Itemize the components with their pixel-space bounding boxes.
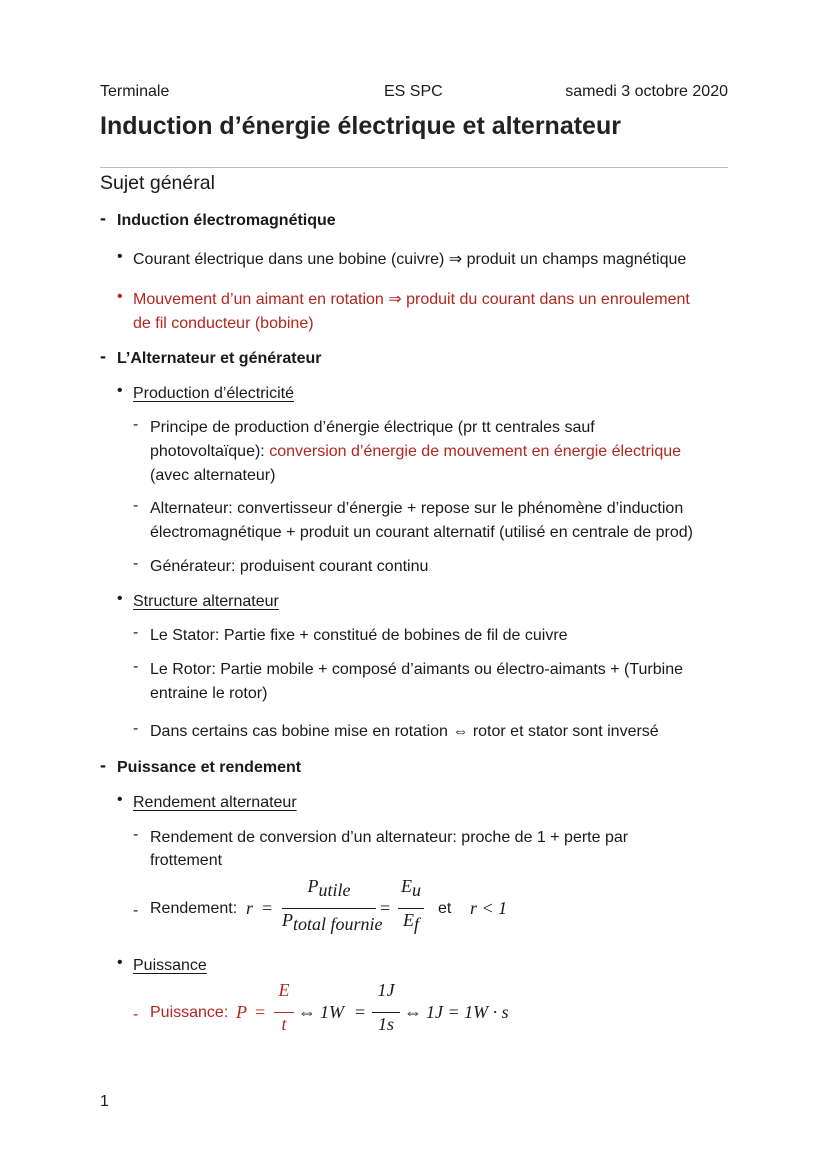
bullet-dot: • — [117, 248, 123, 265]
header-date: samedi 3 octobre 2020 — [565, 83, 728, 100]
section-dash-1: - — [100, 208, 106, 228]
bullet-dot: • — [117, 590, 123, 607]
item-courant: Courant électrique dans une bobine (cuivre) ⇒ produit un champs magnétique — [133, 251, 687, 268]
section-dash-2: - — [100, 346, 106, 366]
formula-equiv: ⇔ — [298, 1002, 316, 1022]
subheading-production: Production d’électricité — [133, 385, 294, 402]
item-dash: - — [133, 658, 139, 675]
formula-e-over-t — [274, 980, 294, 1044]
item-principe-line3: (avec alternateur) — [150, 467, 276, 484]
fraction-numerator: $P_{utile}$ — [307, 876, 351, 900]
subject-heading: Sujet général — [100, 172, 215, 194]
header-class: Terminale — [100, 83, 170, 100]
fraction-numerator: E — [278, 980, 290, 1000]
formula-equals: = — [262, 898, 273, 918]
formula-equals: = — [355, 1002, 366, 1022]
item-dash: - — [133, 497, 139, 514]
fraction-bar — [274, 1012, 294, 1013]
formula-energy-fraction — [398, 876, 424, 940]
fraction-denominator: $P_{total fournie}$ — [282, 910, 383, 934]
formula-condition: r < 1 — [470, 898, 508, 918]
item-dash: - — [133, 902, 139, 919]
formula-equiv: ⇔ — [404, 1002, 422, 1022]
section-title-puissance: Puissance et rendement — [117, 759, 302, 776]
title-divider — [100, 167, 728, 168]
subheading-puissance: Puissance — [133, 957, 207, 974]
formula-p: P — [236, 1002, 247, 1022]
item-principe-line1: Principe de production d’énergie électrique (pr tt centrales sauf — [150, 419, 595, 436]
section-title-induction: Induction électromagnétique — [117, 212, 336, 229]
formula-watt: 1W — [320, 1002, 344, 1022]
page-header — [100, 83, 728, 103]
item-principe-prefix: photovoltaïque): — [150, 443, 270, 460]
fraction-bar — [372, 1012, 400, 1013]
header-subject: ES SPC — [384, 83, 443, 100]
item-principe-highlight: conversion d’énergie de mouvement en énergie électrique — [269, 443, 682, 460]
item-dash: - — [133, 826, 139, 843]
section-title-alternateur: L’Alternateur et générateur — [117, 350, 322, 367]
formula-r: r — [246, 898, 254, 918]
bullet-dot: • — [117, 382, 123, 399]
formula-j-over-s — [372, 980, 400, 1044]
fraction-bar — [398, 908, 424, 909]
fraction-bar — [282, 908, 376, 909]
item-dash: - — [133, 555, 139, 572]
item-stator: Le Stator: Partie fixe + constitué de bobines de fil de cuivre — [150, 627, 568, 644]
item-generateur: Générateur: produisent courant continu — [150, 558, 429, 575]
formula-joule-identity: 1J = 1W · s — [426, 1002, 509, 1022]
page-title: Induction d’énergie électrique et alternateur — [100, 112, 621, 140]
document-page — [100, 0, 728, 1171]
fraction-denominator: t — [281, 1014, 287, 1034]
item-rotor-line2: entraine le rotor) — [150, 685, 268, 702]
formula-equals: = — [380, 898, 391, 918]
formula-puissance-label: Puissance: — [150, 1004, 229, 1021]
fraction-numerator: $E_u$ — [401, 876, 421, 900]
bullet-dot: • — [117, 791, 123, 808]
fraction-denominator: 1s — [377, 1014, 394, 1034]
item-dash: - — [133, 416, 139, 433]
item-rendement-line1: Rendement de conversion d’un alternateur: proche de 1 + perte par — [150, 829, 629, 846]
section-dash-3: - — [100, 755, 106, 775]
bullet-dot: • — [117, 288, 123, 305]
formula-equals: = — [255, 1002, 266, 1022]
fraction-denominator: $E_f$ — [402, 910, 419, 934]
item-dash: - — [133, 1006, 139, 1023]
item-rotor-line1: Le Rotor: Partie mobile + composé d’aimants ou électro-aimants + (Turbine — [150, 661, 683, 678]
item-rendement-line2: frottement — [150, 852, 223, 869]
subheading-rendement: Rendement alternateur — [133, 794, 297, 811]
fraction-numerator: 1J — [377, 980, 395, 1000]
item-alternateur-line2: électromagnétique + produit un courant alternatif (utilisé en centrale de prod) — [150, 524, 693, 541]
item-aimant-line2: de fil conducteur (bobine) — [133, 315, 314, 332]
subheading-structure: Structure alternateur — [133, 593, 279, 610]
item-alternateur-line1: Alternateur: convertisseur d’énergie + repose sur le phénomène d’induction — [150, 500, 684, 517]
bullet-dot: • — [117, 954, 123, 971]
item-dash: - — [133, 624, 139, 641]
item-dash: - — [133, 720, 139, 737]
item-inverse: Dans certains cas bobine mise en rotation ⇔ rotor et stator sont inversé — [150, 723, 659, 740]
page-number: 1 — [100, 1093, 109, 1110]
item-aimant-line1: Mouvement d’un aimant en rotation ⇒ produit du courant dans un enroulement — [133, 291, 690, 308]
formula-et: et — [438, 900, 452, 917]
formula-power-fraction — [282, 876, 383, 940]
formula-rendement-label: Rendement: — [150, 900, 238, 917]
item-principe-line2 — [150, 440, 681, 464]
